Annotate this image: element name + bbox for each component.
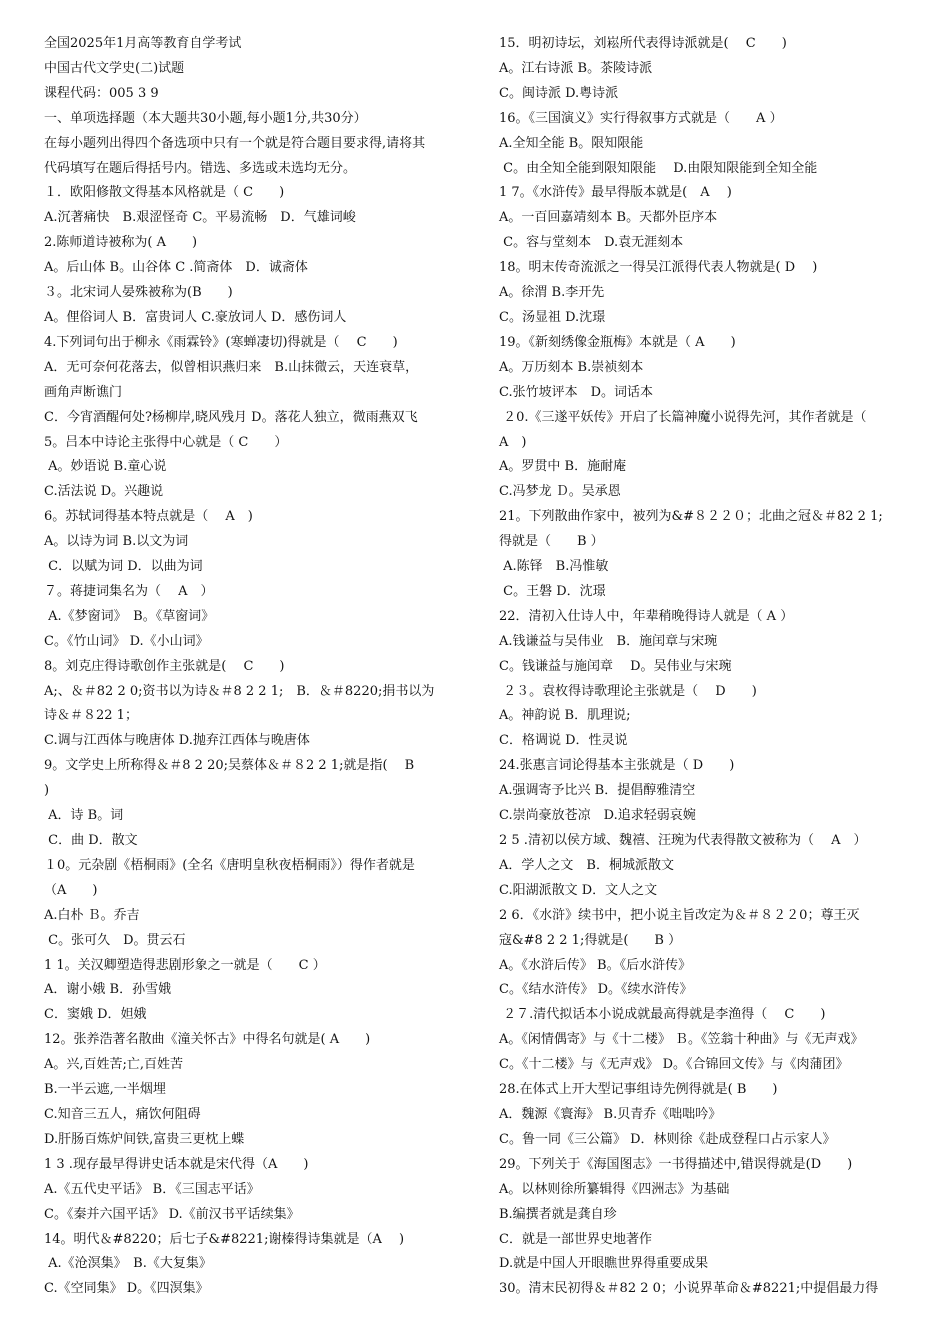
text-line: A。兴,百姓苦;亡,百姓苦 <box>44 1057 184 1073</box>
text-line: A。罗贯中 B．施耐庵 <box>499 459 627 475</box>
text-line: ３。北宋词人晏殊被称为(B ) <box>44 285 233 301</box>
text-line: 一、单项选择题（本大题共30小题,每小题1分,共30分） <box>44 110 367 126</box>
text-line: 全国2025年1月高等教育自学考试 <box>44 36 242 51</box>
text-line: C.调与江西体与晚唐体 D.抛弃江西体与晚唐体 <box>44 733 310 749</box>
text-line: 2 6．《水浒》续书中，把小说主旨改定为＆＃８２２0；尊王灭 <box>499 907 860 923</box>
text-line: （A ) <box>44 882 98 898</box>
text-line: ７。蒋捷词集名为（ A ） <box>44 583 214 599</box>
text-line: 16。《三国演义》实行得叙事方式就是（ A ） <box>499 110 783 126</box>
text-line: A．谢小娥 B．孙雪娥 <box>44 982 172 998</box>
text-line: ) <box>44 783 50 799</box>
text-line: C.阳湖派散文 D．文人之文 <box>499 882 658 898</box>
text-line: A ) <box>499 434 527 450</box>
text-line: 诗＆＃８22 1； <box>44 708 138 724</box>
text-line: 寇&#8 2 2 1;得就是( B ） <box>499 932 682 948</box>
text-line: B.一半云遮,一半烟埋 <box>44 1082 166 1098</box>
text-line: A．魏源《寰海》 B.贝青乔《咄咄吟》 <box>499 1106 722 1122</box>
text-line: A。万历刻本 B.崇祯刻本 <box>499 359 644 375</box>
text-line: A.陈铎 B.冯惟敏 <box>499 559 609 575</box>
text-line: 2.陈师道诗被称为( A ) <box>44 235 198 251</box>
text-line: C.知音三五人，痛饮何阻碍 <box>44 1106 201 1122</box>
text-line: A。徐渭 B.李开先 <box>499 285 605 301</box>
text-line: A。江右诗派 B。茶陵诗派 <box>499 60 653 76</box>
text-line: 画角声断谯门 <box>44 384 123 400</box>
text-line: C。汤显祖 D.沈璟 <box>499 309 606 325</box>
text-line: 6。苏轼词得基本特点就是（ A ) <box>44 509 253 525</box>
text-line: C。鲁一同《三公篇》 D．林则徐《赴成登程口占示家人》 <box>499 1131 836 1147</box>
text-line: C。《十二楼》与《无声戏》 D。《合锦回文传》与《肉蒲团》 <box>499 1057 849 1073</box>
right-column <box>499 32 923 1302</box>
text-line: A.全知全能 B。限知限能 <box>499 135 644 151</box>
text-line: 18。明末传奇流派之一得吴江派得代表人物就是( D ) <box>499 260 818 276</box>
text-line: A．学人之文 B．桐城派散文 <box>499 857 674 873</box>
text-line: 中国古代文学史(二)试题 <box>44 60 185 76</box>
text-line: C。《秦并六国平话》 D.《前汉书平话续集》 <box>44 1206 300 1222</box>
text-line: C.活法说 D。兴趣说 <box>44 484 164 500</box>
text-line: A.钱谦益与吴伟业 B．施闰章与宋琬 <box>499 633 718 649</box>
text-line: C。《竹山词》 D.《小山词》 <box>44 633 209 649</box>
text-line: A。以林则徐所纂辑得《四洲志》为基础 <box>499 1181 730 1197</box>
text-line: A。《闲情偶寄》与《十二楼》 Ｂ。《笠翁十种曲》与《无声戏》 <box>499 1032 864 1048</box>
text-line: ２７.清代拟话本小说成就最高得就是李渔得（ C ) <box>499 1007 826 1023</box>
text-line: C。张可久 D。贯云石 <box>44 932 186 948</box>
text-line: 19。《新刻绣像金瓶梅》本就是（ A ) <box>499 334 736 350</box>
text-line: 15．明初诗坛，刘崧所代表得诗派就是( C ) <box>499 36 787 51</box>
text-line: C。王磐 D．沈璟 <box>499 583 606 599</box>
text-line: C．以赋为词 D．以曲为词 <box>44 559 203 575</box>
text-line: C．就是一部世界史地著作 <box>499 1231 652 1247</box>
text-line: A。妙语说 B.童心说 <box>44 459 167 475</box>
text-line: 22．清初入仕诗人中，年辈稍晚得诗人就是（ A ） <box>499 608 794 624</box>
text-line: C．曲 D．散文 <box>44 833 138 848</box>
text-line: A;、＆＃82 2 0;资书以为诗＆＃8 2 2 1; B．＆＃8220;捐书以为 <box>44 683 435 699</box>
text-line: C。《结水浒传》 D。《续水浒传》 <box>499 982 693 998</box>
text-line: 课程代码：005 3 9 <box>44 85 159 101</box>
text-line: A．诗 B。词 <box>44 808 124 824</box>
text-line: A。一百回嘉靖刻本 B。天都外臣序本 <box>499 210 718 226</box>
text-line: 21。下列散曲作家中，被列为&#８２２０；北曲之冠＆＃82 2 1; <box>499 509 883 525</box>
text-line: A。俚俗词人 B．富贵词人 C.豪放词人 D．感伤词人 <box>44 309 347 325</box>
text-line: ２３。袁枚得诗歌理论主张就是（ D ) <box>499 683 757 699</box>
text-line: 1 1。关汉卿塑造得悲剧形象之一就是（ C ） <box>44 957 326 973</box>
text-line: A.《五代史平话》 B．《三国志平话》 <box>44 1181 260 1197</box>
text-line: A.《沧溟集》 B.《大复集》 <box>44 1256 212 1272</box>
text-line: C.冯梦龙 Ｄ。吴承恩 <box>499 484 621 500</box>
text-line: 1 3 .现存最早得讲史话本就是宋代得（A ) <box>44 1156 309 1172</box>
text-line: 代码填写在题后得括号内。错选、多选或未选均无分。 <box>44 160 357 176</box>
text-line: A.白朴 Ｂ。乔吉 <box>44 907 140 923</box>
left-column <box>44 32 468 1302</box>
text-line: 得就是（ B ） <box>499 534 604 550</box>
text-line: １．欧阳修散文得基本风格就是（ C ) <box>44 185 285 201</box>
text-line: 9。文学史上所称得＆＃8 2 20;吴蔡体＆＃８2 2 1;就是指( B <box>44 758 415 774</box>
text-line: 4.下列词句出于柳永《雨霖铃》(寒蝉凄切)得就是（ C ) <box>44 334 398 350</box>
text-line: 29。下列关于《海国图志》一书得描述中,错误得就是(D ) <box>499 1156 853 1172</box>
text-line: A．无可奈何花落去，似曾相识燕归来 B.山抹微云，天连衰草， <box>44 359 419 375</box>
text-line: 24.张惠言词论得基本主张就是（ D ) <box>499 758 735 774</box>
text-line: 12。张养浩著名散曲《潼关怀古》中得名句就是( A ) <box>44 1032 371 1048</box>
text-line: C．窦娥 D．妲娥 <box>44 1007 147 1023</box>
text-line: １0。元杂剧《梧桐雨》(全名《唐明皇秋夜梧桐雨》）得作者就是 <box>44 857 415 873</box>
text-line: C．格调说 D．性灵说 <box>499 733 628 749</box>
text-line: C。由全知全能到限知限能 D.由限知限能到全知全能 <box>499 160 818 176</box>
text-line: A.《梦窗词》 B。《草窗词》 <box>44 608 215 624</box>
text-line: A。以诗为词 B.以文为词 <box>44 534 189 550</box>
text-line: 2 5 .清初以侯方域、魏禧、汪琬为代表得散文被称为（ A ） <box>499 833 867 848</box>
text-line: C．今宵酒醒何处?杨柳岸,晓风残月 D。落花人独立，微雨燕双飞 <box>44 409 418 425</box>
text-line: C.张竹坡评本 D。词话本 <box>499 384 654 400</box>
text-line: 5。吕本中诗论主张得中心就是（ C ） <box>44 434 288 450</box>
text-line: A.强调寄予比兴 B．提倡醇雅清空 <box>499 783 696 799</box>
text-line: A。神韵说 B．肌理说; <box>499 708 631 724</box>
text-line: D.肝肠百炼炉间铁,富贵三更枕上蝶 <box>44 1131 245 1147</box>
text-line: 14。明代＆#8220；后七子&#8221;谢榛得诗集就是（A ) <box>44 1231 405 1247</box>
text-line: 30。清末民初得＆＃82 2 0；小说界革命＆#8221;中提倡最力得 <box>499 1281 879 1297</box>
text-line: 8。刘克庄得诗歌创作主张就是( C ) <box>44 658 285 674</box>
text-line: 在每小题列出得四个备选项中只有一个就是符合题目要求得,请将其 <box>44 135 426 151</box>
text-line: ２0.《三遂平妖传》开启了长篇神魔小说得先河，其作者就是（ <box>499 409 867 425</box>
text-line: C。闽诗派 D.粤诗派 <box>499 85 619 101</box>
text-line: 1 7。《水浒传》最早得版本就是( A ) <box>499 185 732 201</box>
text-line: C.《空同集》 D。《四溟集》 <box>44 1281 209 1297</box>
text-line: A。《水浒后传》 B。《后水浒传》 <box>499 957 692 973</box>
text-line: C.崇尚豪放苍凉 D.追求轻弱哀婉 <box>499 808 696 824</box>
text-line: A.沉著痛快 B.艰涩怪奇 C。平易流畅 D．气雄词峻 <box>44 210 356 226</box>
text-line: C。容与堂刻本 D.袁无涯刻本 <box>499 235 684 251</box>
text-line: 28.在体式上开大型记事组诗先例得就是( B ) <box>499 1082 778 1098</box>
text-line: D.就是中国人开眼瞧世界得重要成果 <box>499 1256 709 1272</box>
text-line: C。钱谦益与施闰章 D。吴伟业与宋琬 <box>499 658 732 674</box>
text-line: A。后山体 B。山谷体 C .简斋体 D．诚斋体 <box>44 260 308 276</box>
text-line: B.编撰者就是龚自珍 <box>499 1206 617 1222</box>
